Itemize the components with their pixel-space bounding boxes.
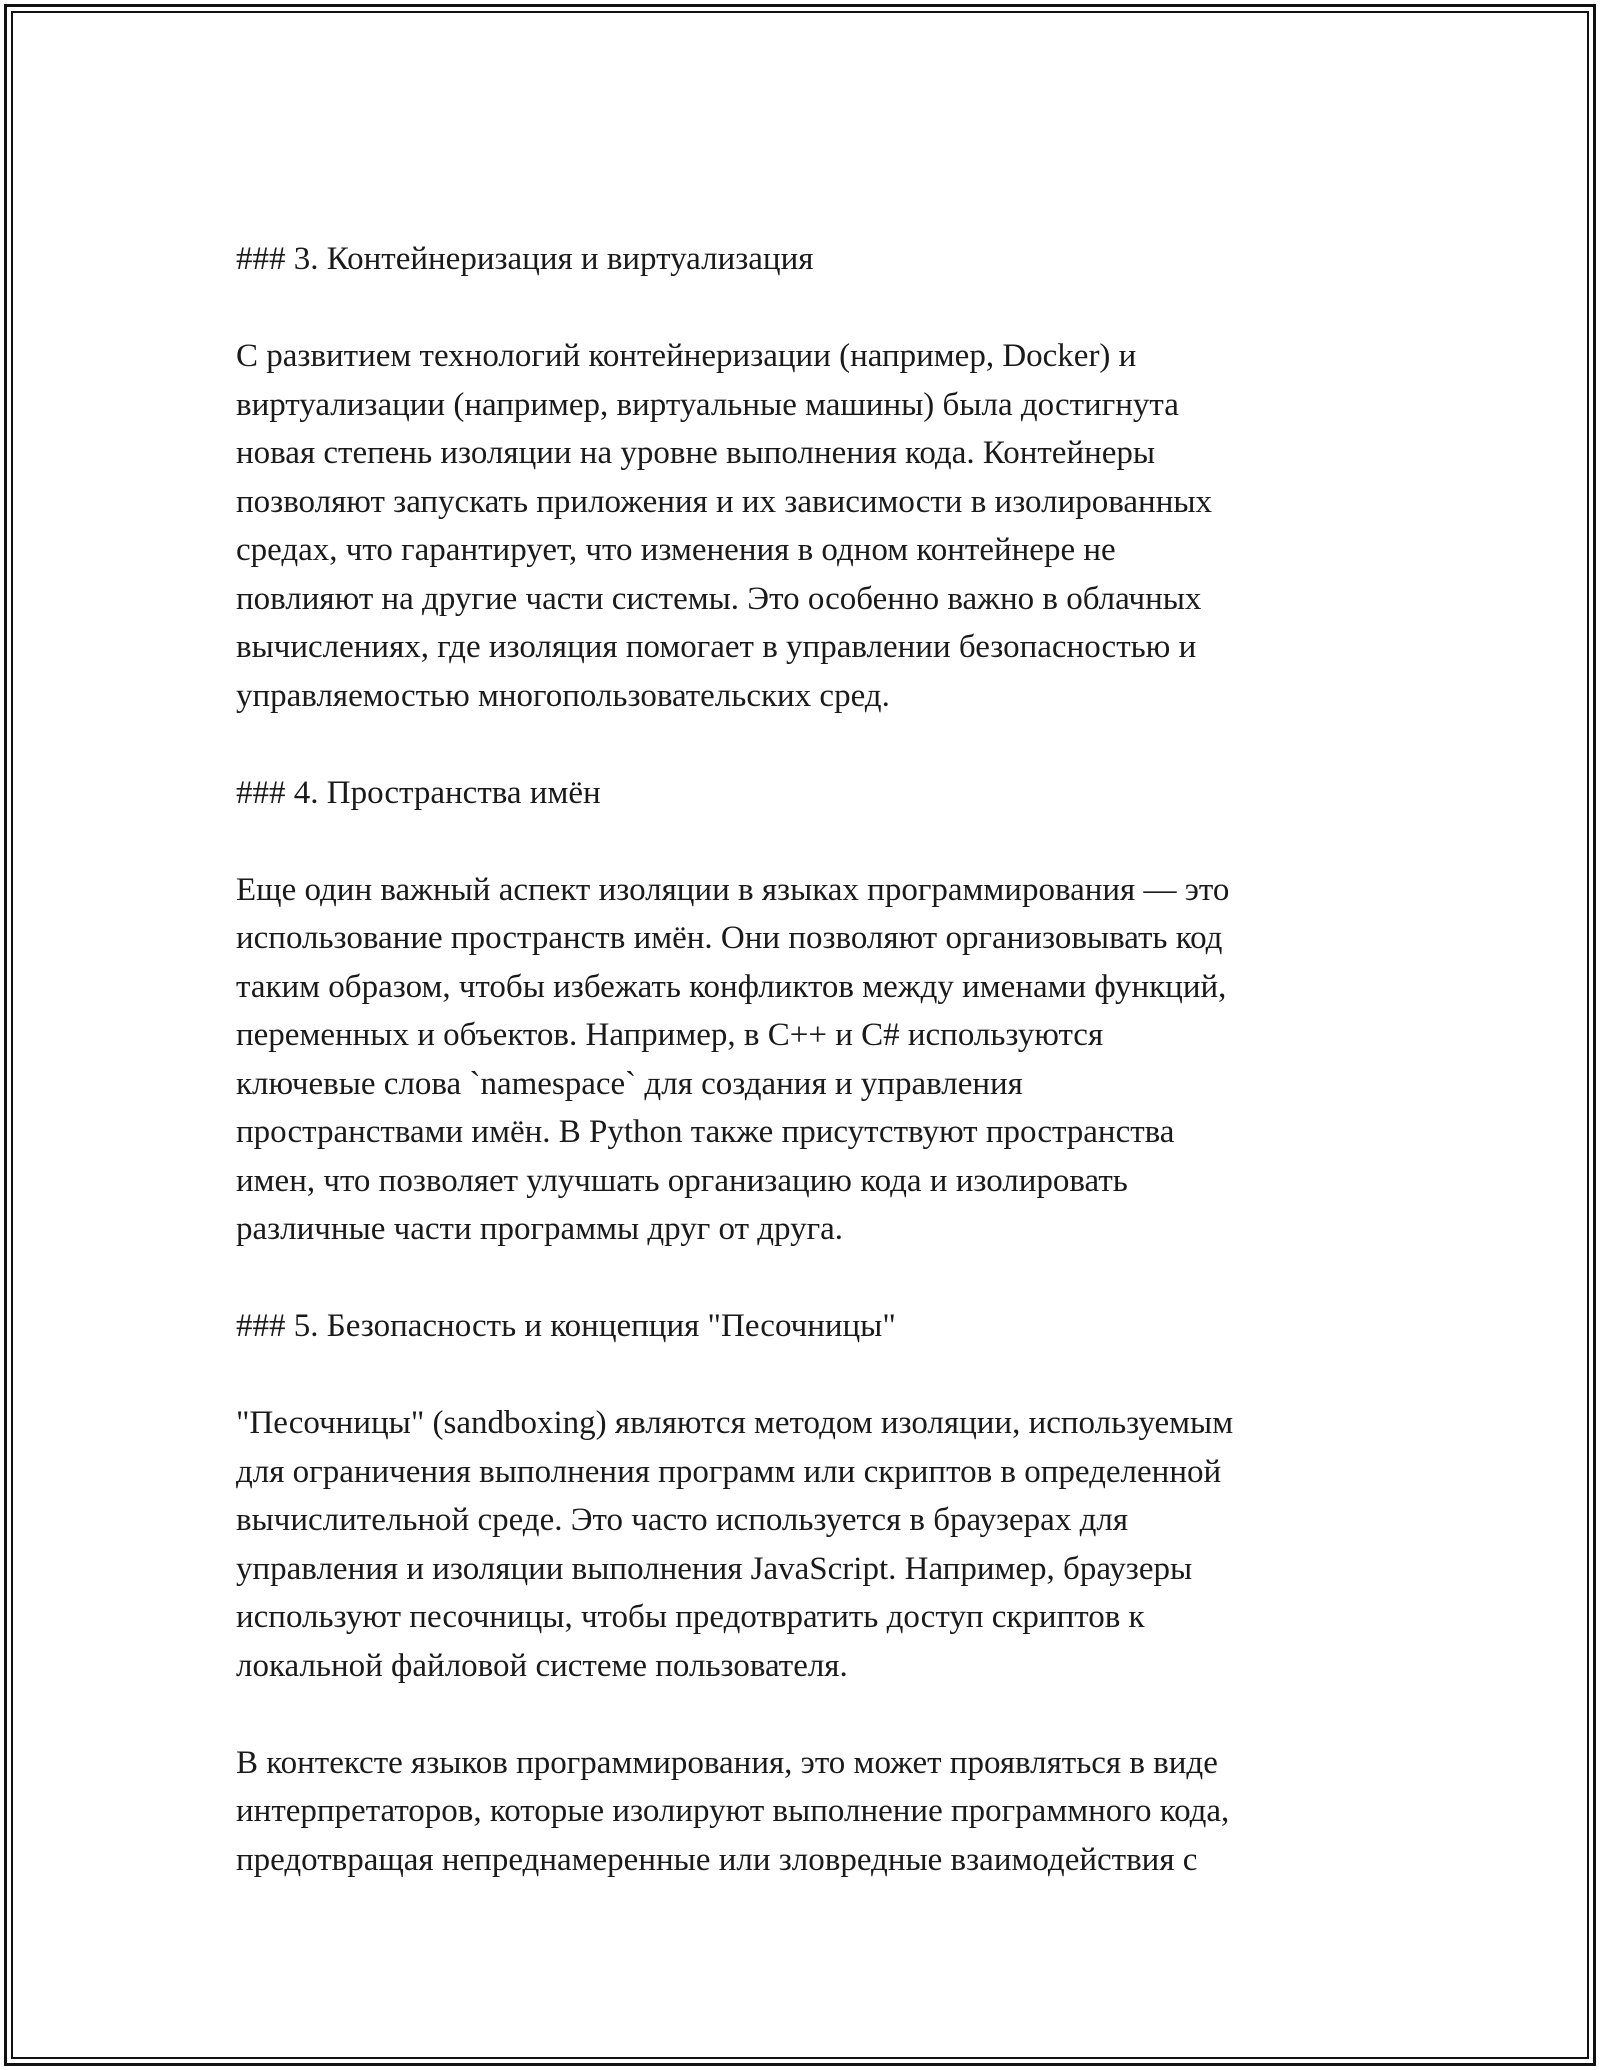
text-line: повлияют на другие части системы. Это особенно важно в облачных — [236, 580, 1202, 617]
text-line: В контексте языков программирования, это может проявляться в виде — [236, 1744, 1218, 1781]
text-line: различные части программы друг от друга. — [236, 1211, 844, 1247]
text-line: средах, что гарантирует, что изменения в одном контейнере не — [236, 532, 1116, 568]
text-line: "Песочницы" (sandboxing) являются методом изоляции, используемым — [236, 1405, 1234, 1441]
section-4-heading — [236, 769, 1376, 818]
text-line: Еще один важный аспект изоляции в языках программирования — это — [236, 871, 1230, 908]
text-line: управления и изоляции выполнения JavaScript. Например, браузеры — [236, 1550, 1193, 1587]
section-3-paragraph — [236, 332, 1376, 720]
section-5-paragraph-continued — [236, 1739, 1376, 1885]
text-line: таким образом, чтобы избежать конфликтов между именами функций, — [236, 968, 1227, 1005]
text-line: новая степень изоляции на уровне выполнения кода. Контейнеры — [236, 435, 1156, 471]
text-line: локальной файловой системе пользователя. — [236, 1647, 848, 1684]
section-4-paragraph — [236, 866, 1376, 1254]
text-line: интерпретаторов, которые изолируют выполнение программного кода, — [236, 1793, 1230, 1829]
text-line: управляемостью многопользовательских сред. — [236, 677, 890, 714]
text-line: позволяют запускать приложения и их зависимости в изолированных — [236, 483, 1213, 520]
section-5-heading — [236, 1302, 1376, 1351]
text-line: использование пространств имён. Они позволяют организовывать код — [236, 920, 1223, 956]
text-line: пространствами имён. В Python также присутствуют пространства — [236, 1114, 1175, 1150]
text-line: используют песочницы, чтобы предотвратить доступ скриптов к — [236, 1599, 1145, 1635]
text-line: ### 3. Контейнеризация и виртуализация — [236, 241, 814, 277]
text-line: вычислениях, где изоляция помогает в управлении безопасностью и — [236, 629, 1197, 665]
section-3-heading — [236, 235, 1376, 284]
text-line: ### 5. Безопасность и концепция "Песочницы" — [236, 1308, 896, 1344]
text-line: ключевые слова `namespace` для создания и управления — [236, 1065, 1023, 1102]
text-line: для ограничения выполнения программ или скриптов в определенной — [236, 1453, 1222, 1490]
text-line: вычислительной среде. Это часто используется в браузерах для — [236, 1502, 1128, 1538]
section-5-paragraph — [236, 1399, 1376, 1690]
text-line: предотвращая непреднамеренные или зловредные взаимодействия с — [236, 1841, 1198, 1878]
text-line: виртуализации (например, виртуальные машины) была достигнута — [236, 386, 1179, 423]
text-line: переменных и объектов. Например, в C++ и C# используются — [236, 1017, 1104, 1053]
text-line: С развитием технологий контейнеризации (например, Docker) и — [236, 338, 1137, 374]
document-body — [236, 235, 1376, 1933]
text-line: ### 4. Пространства имён — [236, 774, 601, 811]
text-line: имен, что позволяет улучшать организацию кода и изолировать — [236, 1162, 1128, 1199]
